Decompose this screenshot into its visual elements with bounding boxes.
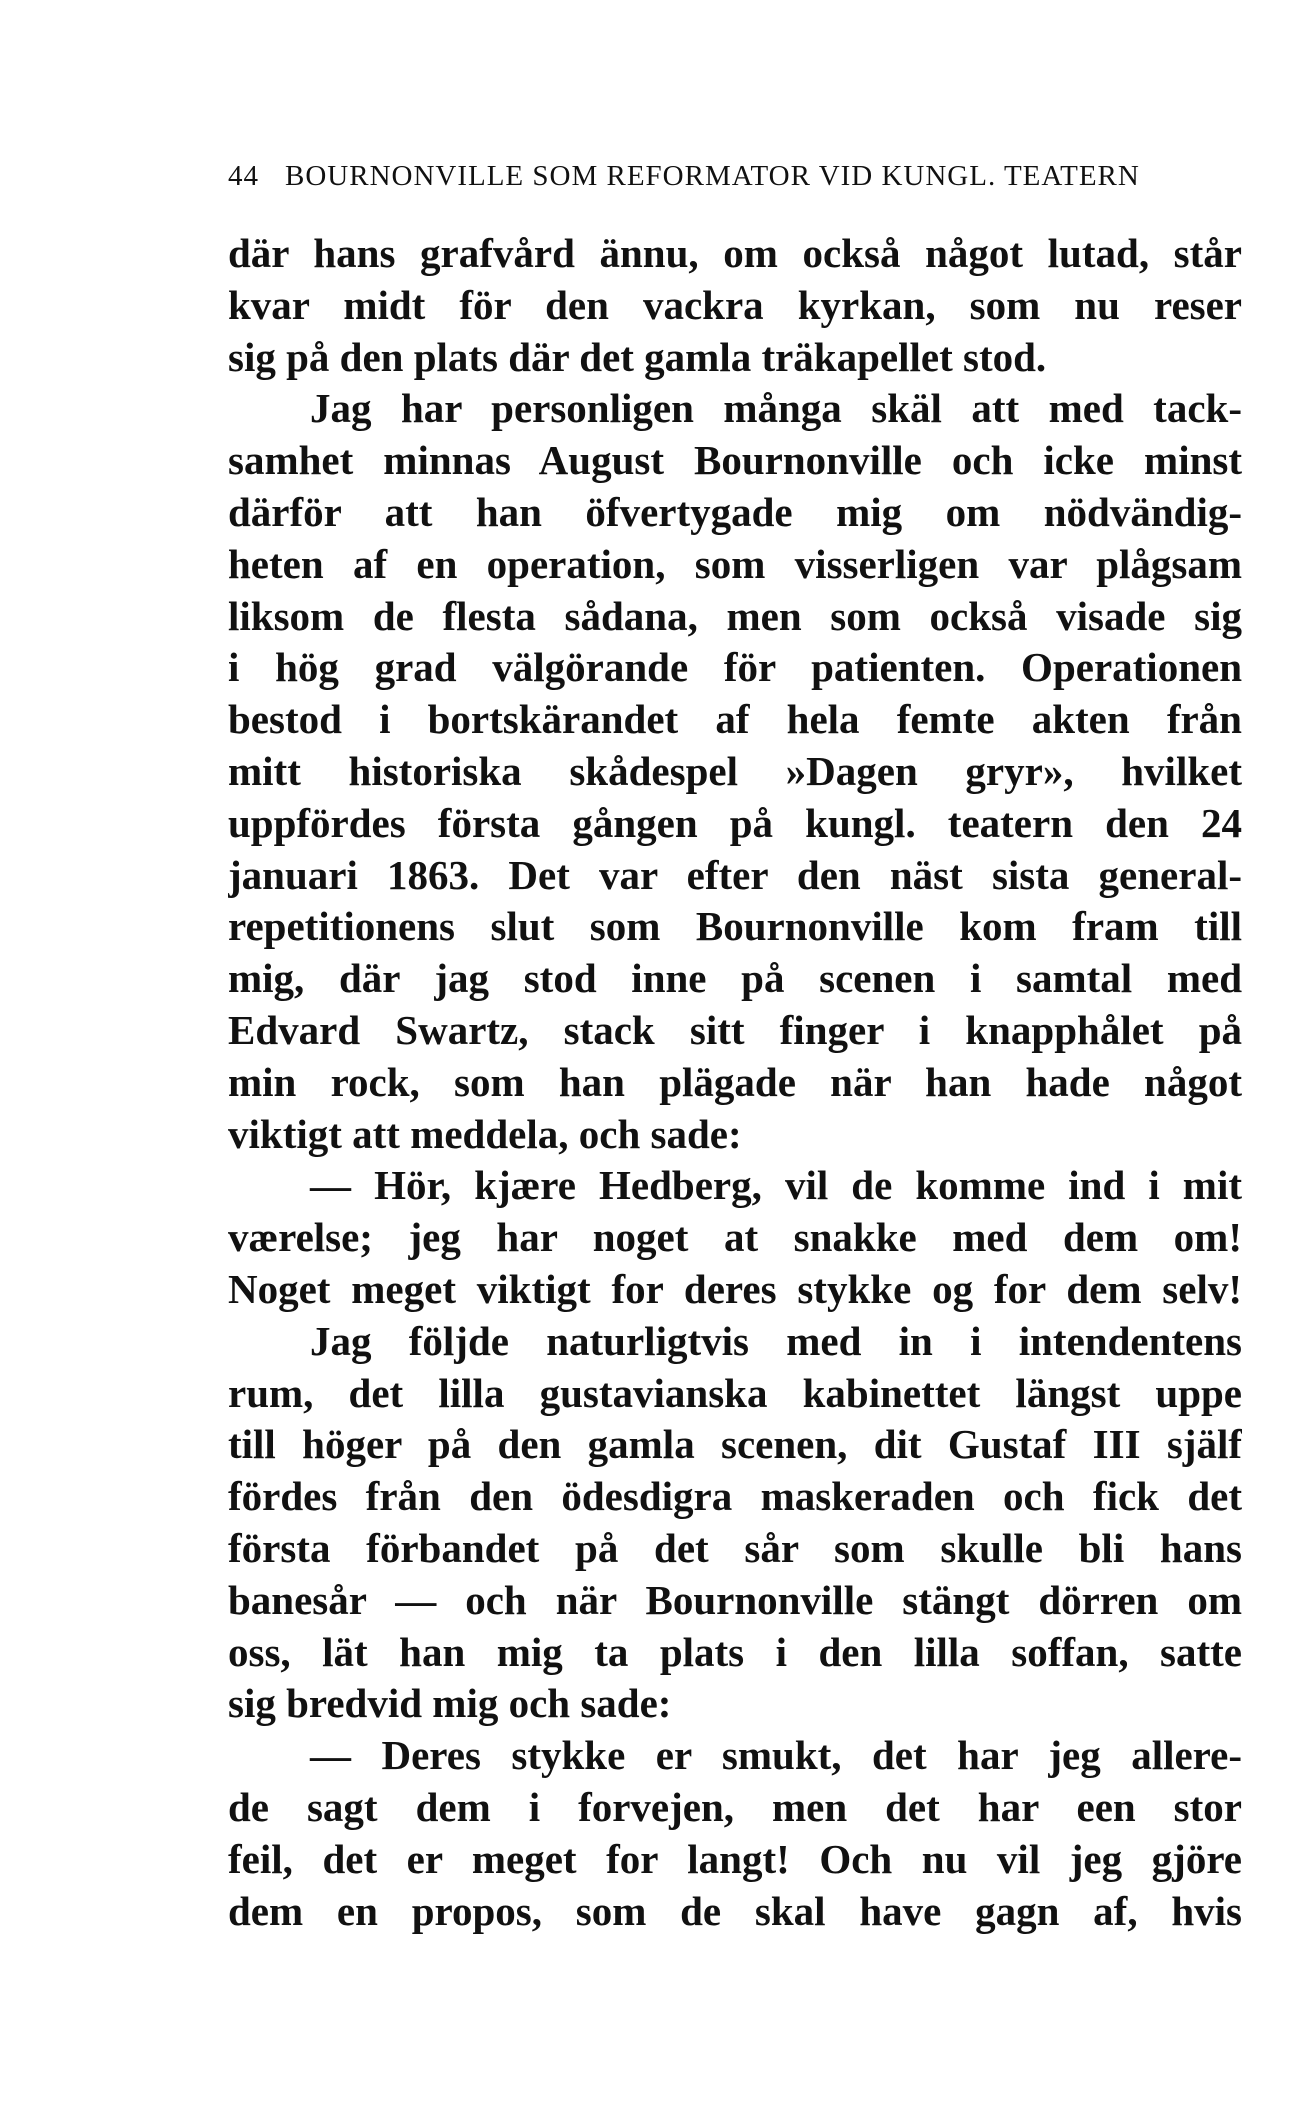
body-text xyxy=(228,228,1242,1937)
text-line: oss, lät han mig ta plats i den lilla soffan, satte xyxy=(228,1628,1242,1675)
text-line: fördes från den ödesdigra maskeraden och fick det xyxy=(228,1473,1242,1520)
text-line: Jag har personligen många skäl att med tack- xyxy=(310,385,1242,432)
text-line: — Deres stykke er smukt, det har jeg allere- xyxy=(310,1732,1242,1779)
text-line: första förbandet på det sår som skulle bli hans xyxy=(228,1524,1242,1571)
text-line: repetitionens slut som Bournonville kom fram till xyxy=(228,903,1242,950)
text-line: min rock, som han plägade när han hade något xyxy=(228,1058,1242,1105)
text-line: mitt historiska skådespel »Dagen gryr», hvilket xyxy=(228,747,1242,794)
text-line: rum, det lilla gustavianska kabinettet längst uppe xyxy=(228,1369,1242,1416)
text-line: Jag följde naturligtvis med in i intendentens xyxy=(310,1317,1242,1364)
page-number: 44 xyxy=(228,160,259,192)
text-line: uppfördes första gången på kungl. teatern den 24 xyxy=(228,799,1242,846)
text-line: heten af en operation, som visserligen var plågsam xyxy=(228,540,1242,587)
text-line: januari 1863. Det var efter den näst sista general- xyxy=(228,851,1242,898)
text-line: sig bredvid mig och sade: xyxy=(228,1680,672,1727)
text-line: de sagt dem i forvejen, men det har een stor xyxy=(228,1783,1242,1830)
text-line: i hög grad välgörande för patienten. Operationen xyxy=(228,644,1242,691)
text-line: liksom de flesta sådana, men som också visade sig xyxy=(228,592,1242,639)
text-line: banesår — och när Bournonville stängt dörren om xyxy=(228,1576,1242,1623)
running-head xyxy=(228,160,1168,193)
text-line: samhet minnas August Bournonville och icke minst xyxy=(228,437,1242,484)
text-line: feil, det er meget for langt! Och nu vil jeg gjöre xyxy=(228,1835,1242,1882)
text-line: där hans grafvård ännu, om också något lutad, står xyxy=(228,230,1242,276)
text-line: Edvard Swartz, stack sitt finger i knapphålet på xyxy=(228,1006,1242,1053)
text-line: kvar midt för den vackra kyrkan, som nu reser xyxy=(228,281,1242,328)
text-line: sig på den plats där det gamla träkapellet stod. xyxy=(228,333,1047,380)
text-line: till höger på den gamla scenen, dit Gustaf III själf xyxy=(228,1421,1242,1468)
text-line: därför att han öfvertygade mig om nödvändig- xyxy=(228,488,1242,535)
text-line: viktigt att meddela, och sade: xyxy=(228,1110,742,1157)
text-line: mig, där jag stod inne på scenen i samtal med xyxy=(228,955,1242,1002)
text-line: værelse; jeg har noget at snakke med dem om! xyxy=(228,1214,1242,1261)
text-line: bestod i bortskärandet af hela femte akten från xyxy=(228,696,1242,743)
text-line: — Hör, kjære Hedberg, vil de komme ind i mit xyxy=(310,1162,1242,1209)
text-line: Noget meget viktigt for deres stykke og for dem selv! xyxy=(228,1265,1242,1312)
text-line: dem en propos, som de skal have gagn af, hvis xyxy=(228,1887,1242,1934)
running-title: BOURNONVILLE SOM REFORMATOR VID KUNGL. TEATERN xyxy=(285,160,1140,192)
